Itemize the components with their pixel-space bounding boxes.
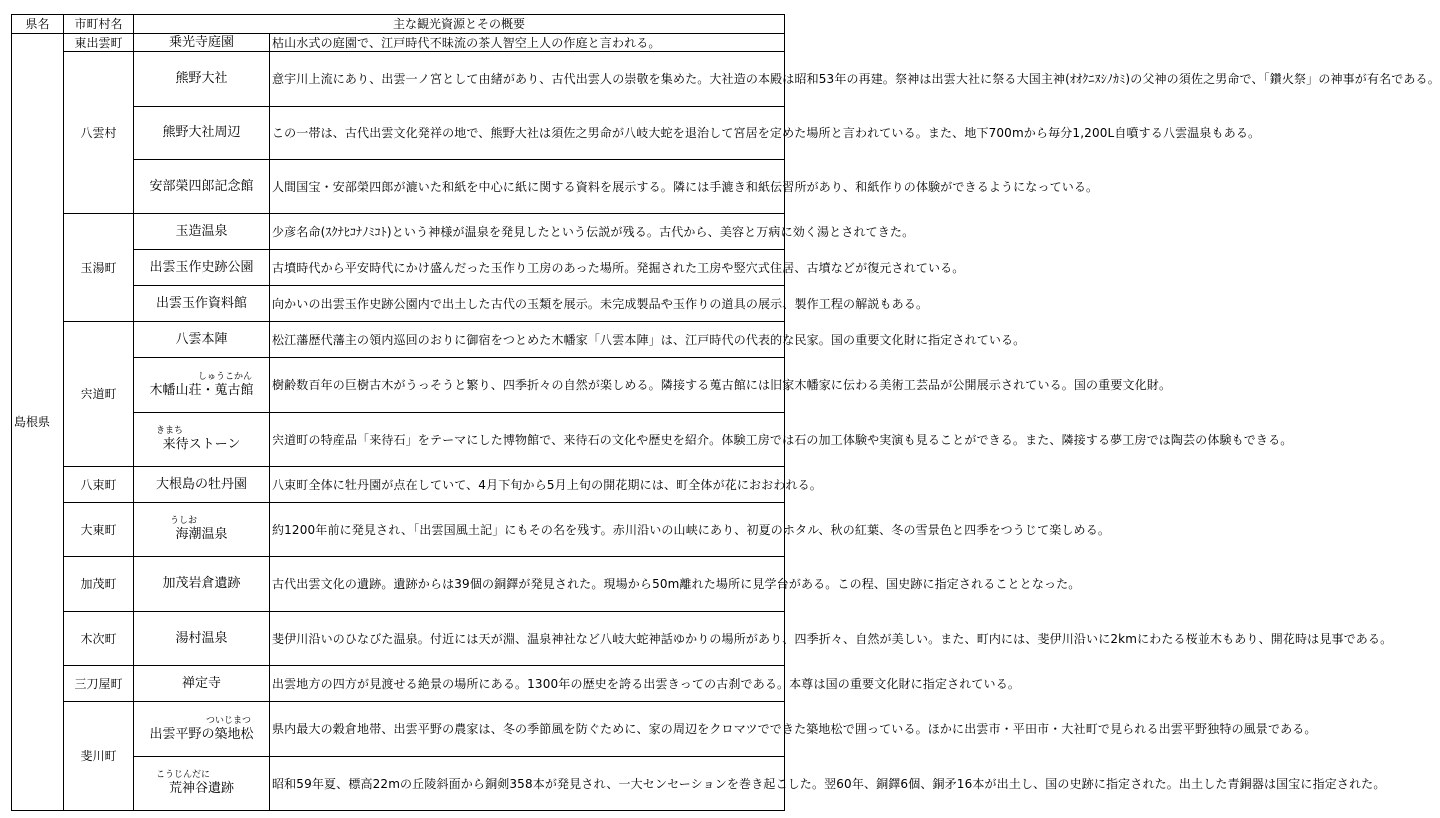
header-municipality: 市町村名 [64, 15, 134, 34]
resource-name [134, 702, 270, 757]
resource-description: 意宇川上流にあり、出雲一ノ宮として由緒があり、古代出雲人の崇敬を集めた。大社造の本殿は昭和53年の再建。祭神は出雲大社に祭る大国主神(ｵｵｸﾆﾇｼﾉｶﾐ)の父神の須佐之男命で、「鑽火祭」の神事が有名である。 [270, 52, 785, 107]
resource-name [134, 467, 270, 503]
resource-label: 安部榮四郎記念館 [149, 178, 254, 194]
town-cell: 加茂町 [64, 557, 134, 612]
table-row [12, 666, 785, 702]
resource-description: 古代出雲文化の遺跡。遺跡からは39個の銅鐸が発見された。現場から50m離れた場所に見学台がある。この程、国史跡に指定されることとなった。 [270, 557, 785, 612]
resource-name [134, 34, 270, 52]
resource-name [134, 250, 270, 286]
resource-label: 熊野大社周辺 [162, 125, 241, 140]
resource-description: 少彦名命(ｽｸﾅﾋｺﾅﾉﾐｺﾄ)という神様が温泉を発見したという伝説が残る。古代から、美容と万病に効く湯とされてきた。 [270, 214, 785, 250]
header-row [12, 15, 785, 34]
resource-name [134, 214, 270, 250]
resource-name [134, 358, 270, 413]
resource-description: 出雲地方の四方が見渡せる絶景の場所にある。1300年の歴史を誇る出雲きっての古刹である。本尊は国の重要文化財に指定されている。 [270, 666, 785, 702]
resource-name [134, 757, 270, 811]
resource-description: 約1200年前に発見され、「出雲国風土記」にもその名を残す。赤川沿いの山峡にあり、初夏のホタル、秋の紅葉、冬の雪景色と四季をつうじて楽しめる。 [270, 503, 785, 557]
town-cell: 八雲村 [64, 52, 134, 214]
resource-label: 湯村温泉 [175, 630, 228, 646]
resource-description: 人間国宝・安部榮四郎が漉いた和紙を中心に紙に関する資料を展示する。隣には手漉き和紙伝習所があり、和紙作りの体験ができるようになっている。 [270, 160, 785, 214]
resource-label: 出雲玉作史跡公園 [149, 259, 254, 275]
town-cell: 東出雲町 [64, 34, 134, 52]
town-cell: 木次町 [64, 612, 134, 666]
table-row [12, 612, 785, 666]
prefecture-cell: 島根県 [12, 34, 64, 811]
town-cell: 宍道町 [64, 322, 134, 467]
resource-name [134, 52, 270, 107]
table-row [12, 322, 785, 358]
resource-label: 玉造温泉 [175, 223, 228, 239]
resource-label: 出雲玉作資料館 [155, 295, 247, 311]
resource-description: 松江藩歴代藩主の領内巡回のおりに御宿をつとめた木幡家「八雲本陣」は、江戸時代の代表的な民家。国の重要文化財に指定されている。 [270, 322, 785, 358]
resource-description: 昭和59年夏、標高22mの丘陵斜面から銅剣358本が発見され、一大センセーションを巻き起こした。翌60年、銅鐸6個、銅矛16本が出土し、国の史跡に指定された。出土した青銅器は国宝に指定された。 [270, 757, 785, 811]
resource-ruby: こうじんだに [156, 770, 211, 780]
tourism-table [11, 14, 1440, 811]
header-prefecture: 県名 [12, 15, 64, 34]
table-row [12, 52, 785, 107]
resource-name [134, 107, 270, 160]
table-row [12, 503, 785, 557]
resource-label: 木幡山荘・蒐古館 [149, 382, 254, 398]
resource-label: 海潮温泉 [175, 527, 228, 542]
resource-label: 来待ストーン [162, 437, 241, 452]
resource-description: 県内最大の穀倉地帯、出雲平野の農家は、冬の季節風を防ぐために、家の周辺をクロマツでできた築地松で囲っている。ほかに出雲市・平田市・大社町で見られる出雲平野独特の風景である。 [270, 702, 785, 757]
table-row [12, 34, 785, 52]
resource-name [134, 557, 270, 612]
town-cell: 八束町 [64, 467, 134, 503]
header-resource: 主な観光資源とその概要 [134, 15, 785, 34]
table-row [12, 702, 785, 757]
resource-label: 乗光寺庭園 [168, 34, 234, 50]
resource-name [134, 160, 270, 214]
resource-description: 向かいの出雲玉作史跡公園内で出土した古代の玉類を展示。未完成製品や玉作りの道具の展示、製作工程の解説もある。 [270, 286, 785, 322]
resource-name [134, 286, 270, 322]
town-cell: 三刀屋町 [64, 666, 134, 702]
table-row [12, 557, 785, 612]
resource-label: 禅定寺 [181, 675, 221, 691]
resource-description: 古墳時代から平安時代にかけ盛んだった玉作り工房のあった場所。発掘された工房や竪穴式住居、古墳などが復元されている。 [270, 250, 785, 286]
town-cell: 大東町 [64, 503, 134, 557]
town-cell: 斐川町 [64, 702, 134, 811]
resource-description: 樹齢数百年の巨樹古木がうっそうと繁り、四季折々の自然が楽しめる。隣接する蒐古館には旧家木幡家に伝わる美術工芸品が公開展示されている。国の重要文化財。 [270, 358, 785, 413]
resource-description: 宍道町の特産品「来待石」をテーマにした博物館で、来待石の文化や歴史を紹介。体験工房では石の加工体験や実演も見ることができる。また、隣接する夢工房では陶芸の体験もできる。 [270, 413, 785, 467]
resource-ruby: ついじまつ [206, 715, 252, 726]
resource-label: 大根島の牡丹園 [155, 476, 247, 492]
resource-ruby: きまち [156, 426, 184, 436]
resource-label: 荒神谷遺跡 [168, 781, 234, 796]
resource-name [134, 612, 270, 666]
resource-description: 枯山水式の庭園で、江戸時代不昧流の茶人智空上人の作庭と言われる。 [270, 34, 785, 52]
resource-description: 八束町全体に牡丹園が点在していて、4月下旬から5月上旬の開花期には、町全体が花におおわれる。 [270, 467, 785, 503]
resource-label: 出雲平野の築地松 [149, 726, 254, 742]
table-row [12, 214, 785, 250]
resource-name [134, 413, 270, 467]
resource-ruby: しゅうこかん [198, 371, 253, 382]
resource-label: 八雲本陣 [175, 331, 228, 347]
resource-label: 熊野大社 [175, 71, 228, 86]
resource-name [134, 666, 270, 702]
resource-name [134, 503, 270, 557]
resource-description: 斐伊川沿いのひなびた温泉。付近には天が淵、温泉神社など八岐大蛇神話ゆかりの場所があり、四季折々、自然が美しい。また、町内には、斐伊川沿いに2kmにわたる桜並木もあり、開花時は見事である。 [270, 612, 785, 666]
resource-description: この一帯は、古代出雲文化発祥の地で、熊野大社は須佐之男命が八岐大蛇を退治して宮居を定めた場所と言われている。また、地下700mから毎分1,200L自噴する八雲温泉もある。 [270, 107, 785, 160]
resource-ruby: うしお [170, 516, 198, 526]
table-row [12, 467, 785, 503]
resource-name [134, 322, 270, 358]
resource-label: 加茂岩倉遺跡 [162, 576, 241, 591]
town-cell: 玉湯町 [64, 214, 134, 322]
